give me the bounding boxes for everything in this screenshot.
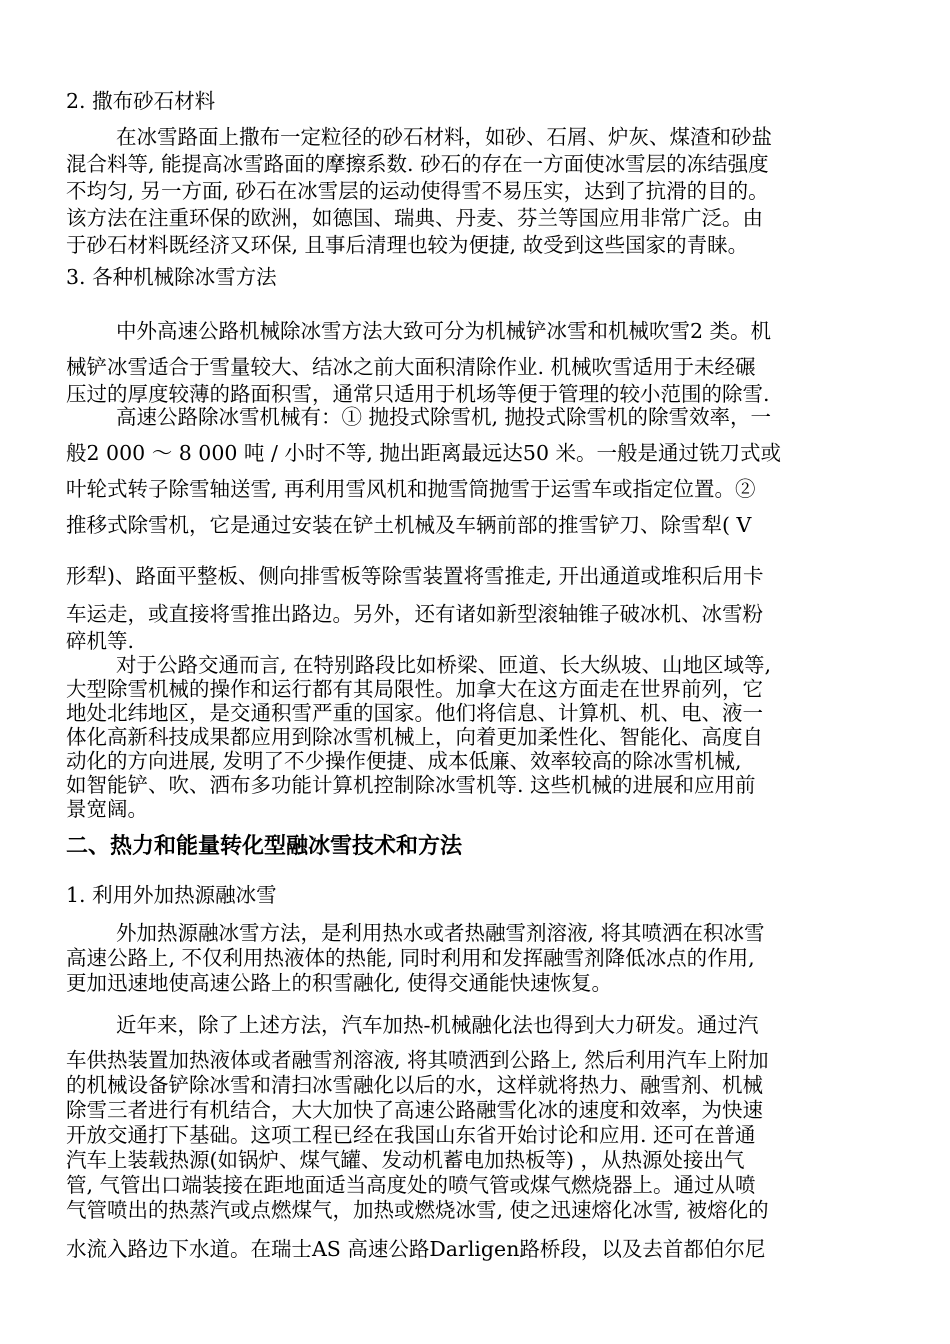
paragraph-line: 除雪三者进行有机结合，大大加快了高速公路融雪化冰的速度和效率，为快速 [66,1098,763,1122]
heading-sand-gravel: 2. 撒布砂石材料 [66,89,216,113]
paragraph-line: 的机械设备铲除冰雪和清扫冰雪融化以后的水，这样就将热力、融雪剂、机械 [66,1073,763,1097]
paragraph-line: 大型除雪机械的操作和运行都有其局限性。加拿大在这方面走在世界前列，它 [66,677,763,701]
paragraph-line: 高速公路除冰雪机械有：① 抛投式除雪机, 抛投式除雪机的除雪效率，一 [116,405,772,429]
paragraph-line: 车供热装置加热液体或者融雪剂溶液, 将其喷洒到公路上, 然后利用汽车上附加 [66,1048,769,1072]
paragraph-line: 汽车上装载热源(如锅炉、煤气罐、发动机蓄电加热板等) ，从热源处接出气 [66,1148,745,1172]
paragraph-line: 叶轮式转子除雪轴送雪, 再利用雪风机和抛雪筒抛雪于运雪车或指定位置。② [66,477,756,501]
paragraph-line: 高速公路上, 不仅利用热液体的热能, 同时利用和发挥融雪剂降低冰点的作用, [66,946,755,970]
paragraph-line: 在冰雪路面上撒布一定粒径的砂石材料，如砂、石屑、炉灰、煤渣和砂盐 [116,125,772,149]
paragraph-line: 推移式除雪机，它是通过安装在铲土机械及车辆前部的推雪铲刀、除雪犁( V [66,513,752,537]
paragraph-line: 水流入路边下水道。在瑞士AS 高速公路Darligen路桥段，以及去首都伯尔尼 [66,1237,766,1261]
paragraph-line: 形犁)、路面平整板、侧向排雪板等除雪装置将雪推走, 开出通道或堆积后用卡 [66,564,764,588]
paragraph-line: 该方法在注重环保的欧洲，如德国、瑞典、丹麦、芬兰等国应用非常广泛。由 [66,206,763,230]
paragraph-line: 地处北纬地区，是交通积雪严重的国家。他们将信息、计算机、机、电、液一 [66,701,763,725]
paragraph-line: 近年来，除了上述方法，汽车加热-机械融化法也得到大力研发。通过汽 [116,1013,759,1037]
paragraph-line: 更加迅速地使高速公路上的积雪融化, 使得交通能快速恢复。 [66,971,613,995]
heading-mechanical-methods: 3. 各种机械除冰雪方法 [66,265,277,289]
paragraph-line: 混合料等, 能提高冰雪路面的摩擦系数. 砂石的存在一方面使冰雪层的冻结强度 [66,152,769,176]
paragraph-line: 械铲冰雪适合于雪量较大、结冰之前大面积清除作业. 机械吹雪适用于未经碾 [66,355,756,379]
paragraph-line: 对于公路交通而言, 在特别路段比如桥梁、匝道、长大纵坡、山地区域等, [116,653,772,677]
paragraph-line: 如智能铲、吹、洒布多功能计算机控制除冰雪机等. 这些机械的进展和应用前 [66,773,756,797]
paragraph-line: 不均匀, 另一方面, 砂石在冰雪层的运动使得雪不易压实，达到了抗滑的目的。 [66,179,769,203]
paragraph-line: 景宽阔。 [66,797,148,821]
paragraph-line: 碎机等. [66,629,135,653]
paragraph-line: 外加热源融冰雪方法，是利用热水或者热融雪剂溶液, 将其喷洒在积冰雪 [116,921,765,945]
paragraph-line: 管, 气管出口端装接在距地面适当高度处的喷气管或煤气燃烧器上。通过从喷 [66,1173,756,1197]
paragraph-line: 车运走，或直接将雪推出路边。另外，还有诸如新型滚轴锥子破冰机、冰雪粉 [66,602,763,626]
paragraph-line: 体化高新科技成果都应用到除冰雪机械上，向着更加柔性化、智能化、高度自 [66,725,763,749]
paragraph-line: 中外高速公路机械除冰雪方法大致可分为机械铲冰雪和机械吹雪2 类。机 [116,319,772,343]
paragraph-line: 动化的方向进展, 发明了不少操作便捷、成本低廉、效率较高的除冰雪机械, [66,749,742,773]
paragraph-line: 般2 000 ～ 8 000 吨 / 小时不等, 抛出距离最远达50 米。一般是通过铣刀式或 [66,441,781,465]
section-heading-thermal: 二、热力和能量转化型融冰雪技术和方法 [66,834,463,859]
paragraph-line: 开放交通打下基础。这项工程已经在我国山东省开始讨论和应用. 还可在普通 [66,1123,756,1147]
paragraph-line: 气管喷出的热蒸汽或点燃煤气，加热或燃烧冰雪, 使之迅速熔化冰雪, 被熔化的 [66,1198,769,1222]
heading-external-heat: 1. 利用外加热源融冰雪 [66,883,277,907]
paragraph-line: 于砂石材料既经济又环保, 且事后清理也较为便捷, 故受到这些国家的青睐。 [66,233,749,257]
paragraph-line: 压过的厚度较薄的路面积雪，通常只适用于机场等便于管理的较小范围的除雪. [66,382,770,406]
